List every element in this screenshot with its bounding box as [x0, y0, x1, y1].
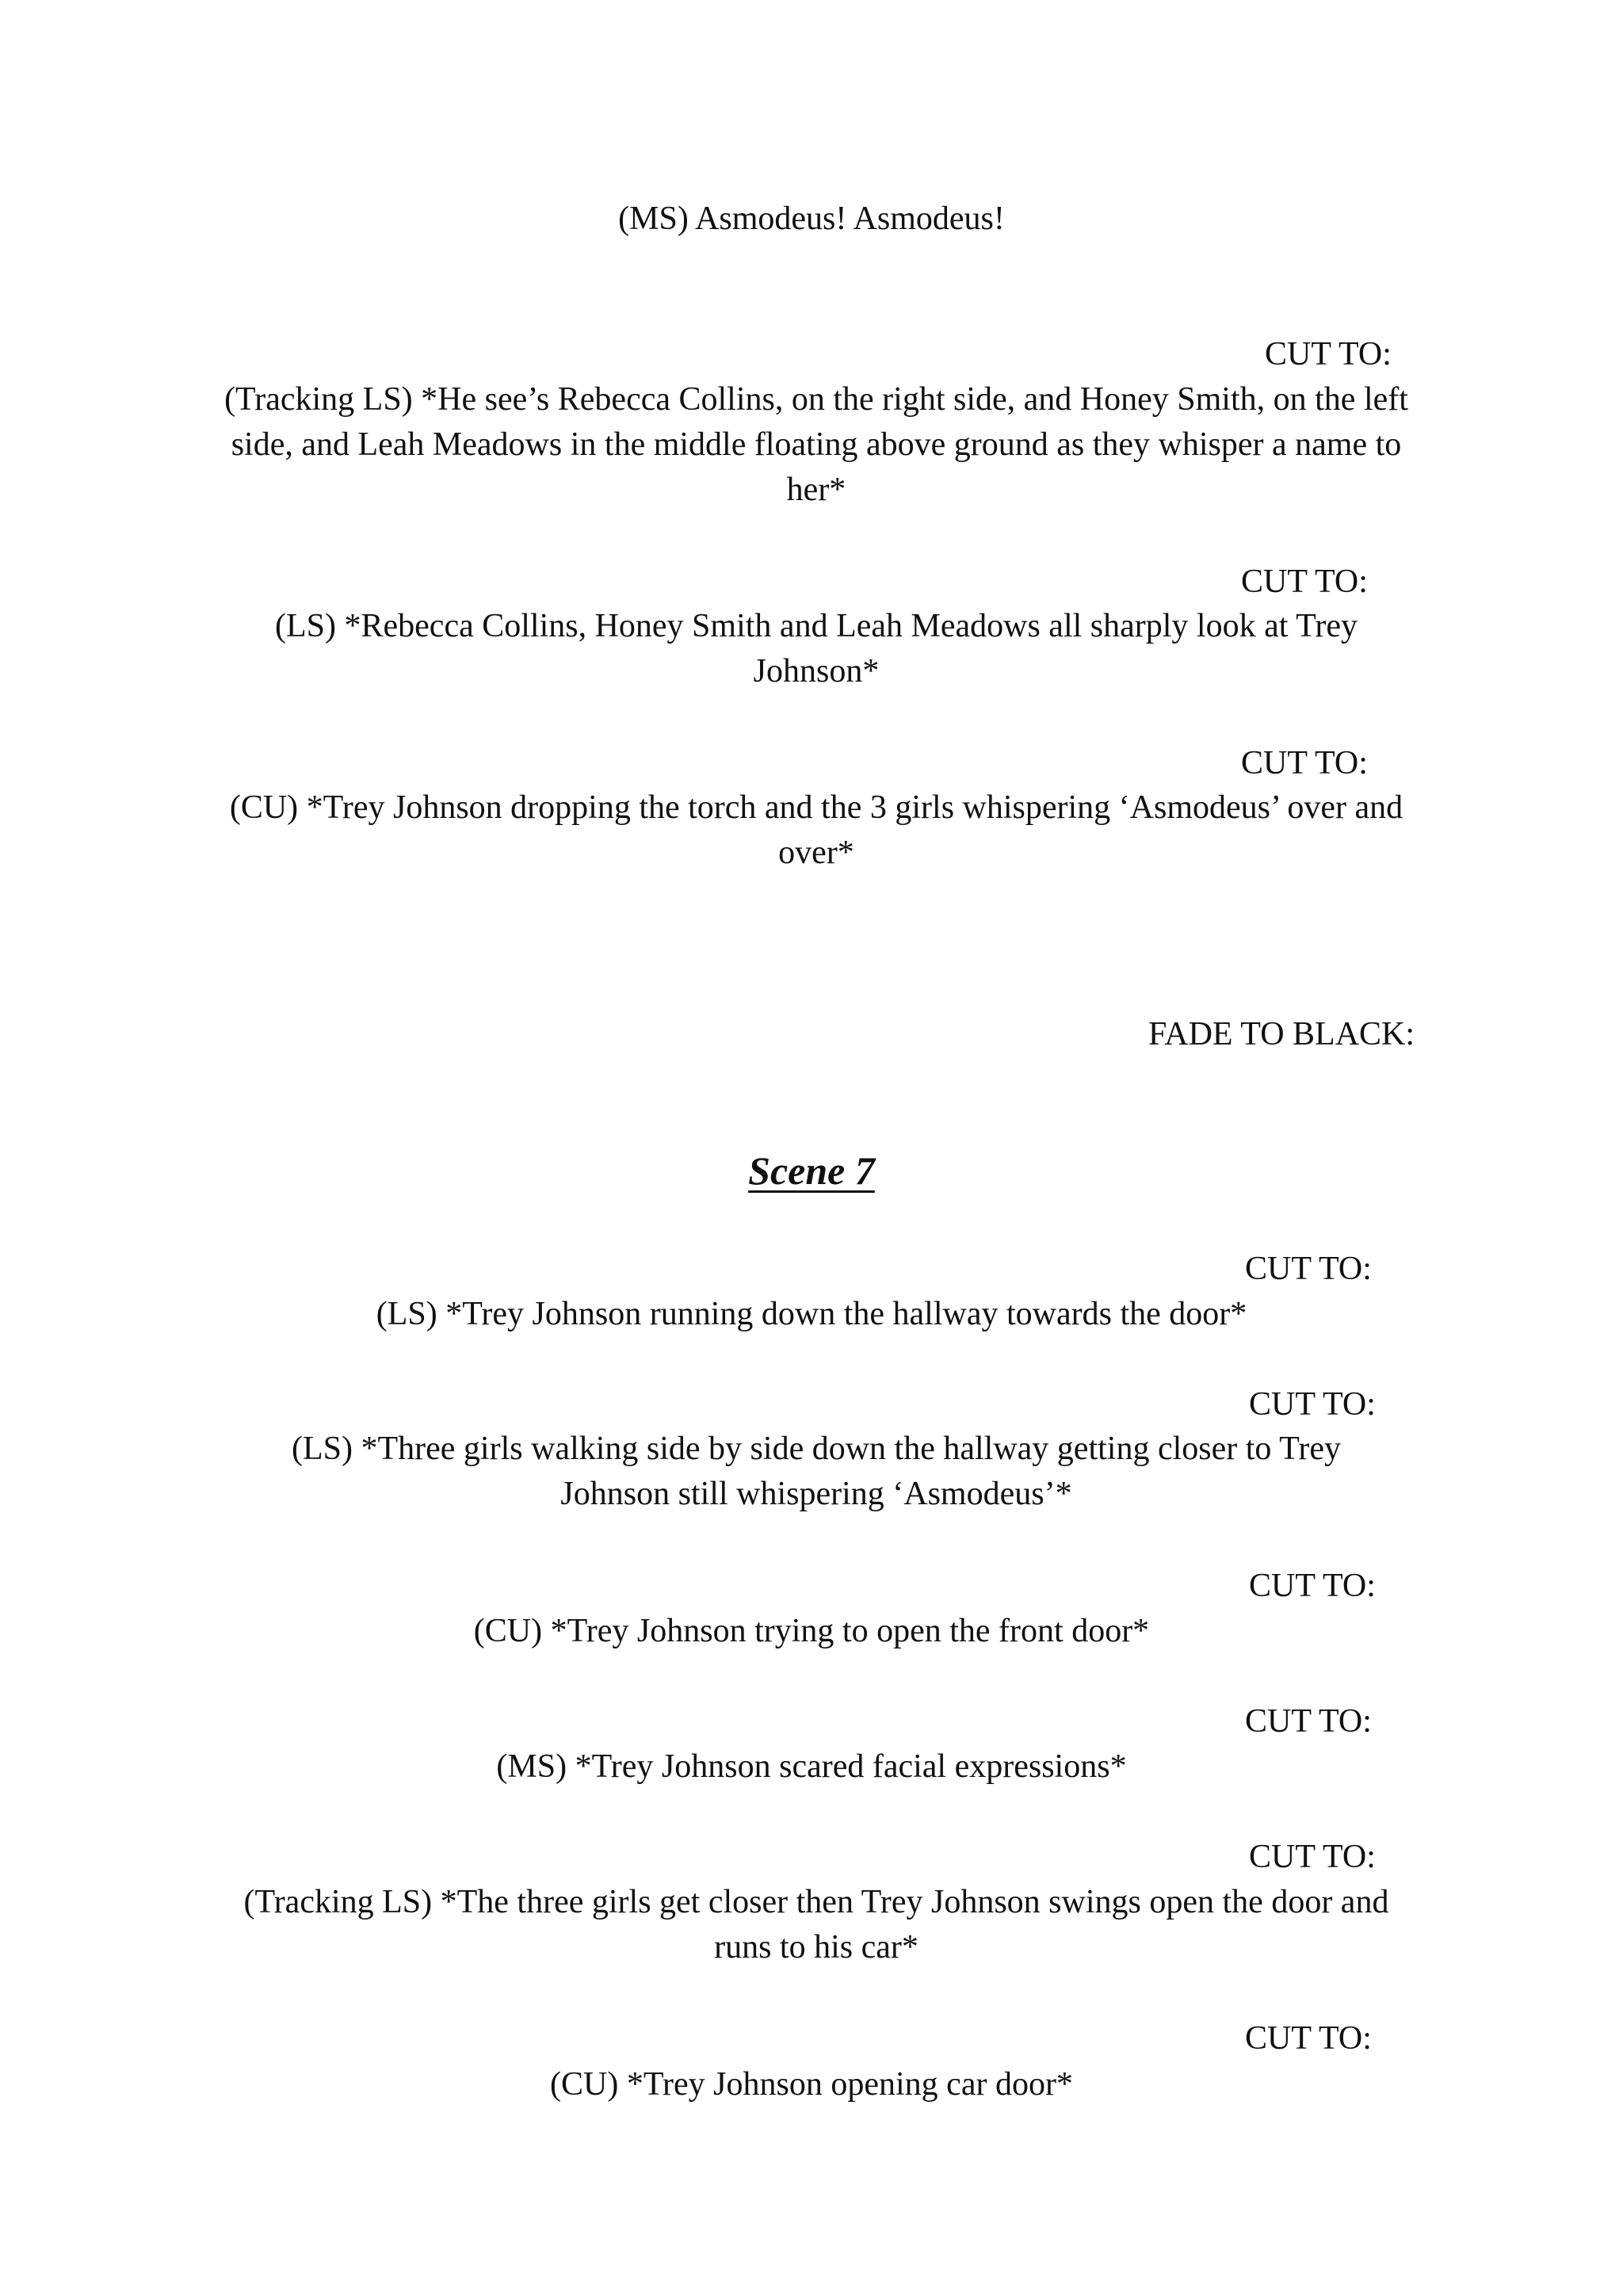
transition-cut-to: CUT TO:: [1245, 2020, 1372, 2057]
transition-cut-to: CUT TO:: [1245, 1703, 1372, 1740]
transition-cut-to: CUT TO:: [1249, 1386, 1376, 1423]
transition-cut-to: CUT TO:: [1245, 1251, 1372, 1287]
transition-cut-to: CUT TO:: [1241, 745, 1368, 781]
shot-description: (Tracking LS) *The three girls get closer then Trey Johnson swings open the door and runs to his car*: [243, 1884, 1389, 1966]
shot-description: (Tracking LS) *He see’s Rebecca Collins, on the right side, and Honey Smith, on the left side, and Leah Meadows in the middle floating above ground as they whisper a name to her*: [224, 381, 1408, 508]
transition-fade-to-black: FADE TO BLACK:: [1148, 1016, 1415, 1052]
scene-heading: Scene 7: [748, 1148, 875, 1193]
transition-cut-to: CUT TO:: [1249, 1568, 1376, 1604]
shot-description: (CU) *Trey Johnson trying to open the front door*: [473, 1613, 1150, 1649]
shot-description: (LS) *Trey Johnson running down the hallway towards the door*: [376, 1296, 1247, 1332]
shot-description: (CU) *Trey Johnson dropping the torch and the 3 girls whispering ‘Asmodeus’ over and over*: [229, 789, 1403, 871]
transition-cut-to: CUT TO:: [1265, 336, 1392, 372]
shot-description: (LS) *Three girls walking side by side down the hallway getting closer to Trey Johnson still whispering ‘Asmodeus’*: [292, 1431, 1341, 1512]
transition-cut-to: CUT TO:: [1249, 1839, 1376, 1875]
shot-description: (CU) *Trey Johnson opening car door*: [550, 2066, 1073, 2103]
shot-description: (MS) *Trey Johnson scared facial expressions*: [496, 1748, 1127, 1785]
transition-cut-to: CUT TO:: [1241, 563, 1368, 600]
shot-description: (LS) *Rebecca Collins, Honey Smith and Leah Meadows all sharply look at Trey Johnson*: [275, 608, 1358, 690]
dialogue-line: (MS) Asmodeus! Asmodeus!: [618, 201, 1005, 237]
